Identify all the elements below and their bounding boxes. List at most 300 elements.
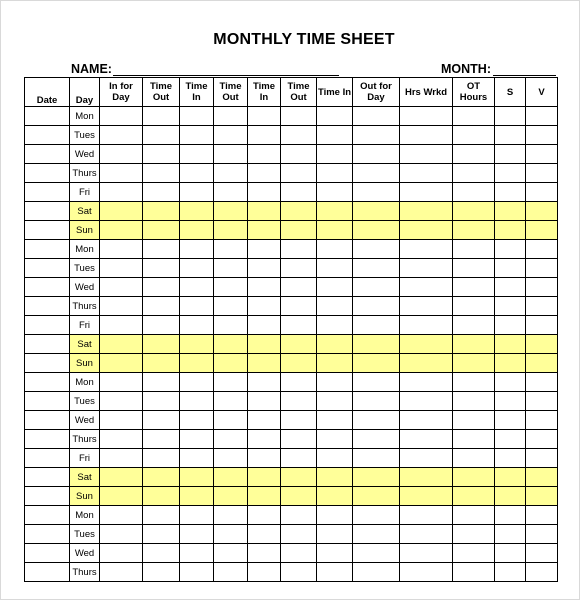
entry-cell[interactable] xyxy=(400,506,453,525)
entry-cell[interactable] xyxy=(143,221,180,240)
date-cell[interactable] xyxy=(25,240,70,259)
entry-cell[interactable] xyxy=(495,525,526,544)
entry-cell[interactable] xyxy=(281,316,317,335)
date-cell[interactable] xyxy=(25,316,70,335)
entry-cell[interactable] xyxy=(180,373,214,392)
entry-cell[interactable] xyxy=(180,145,214,164)
entry-cell[interactable] xyxy=(180,126,214,145)
entry-cell[interactable] xyxy=(180,354,214,373)
entry-cell[interactable] xyxy=(317,145,353,164)
entry-cell[interactable] xyxy=(281,202,317,221)
entry-cell[interactable] xyxy=(495,278,526,297)
entry-cell[interactable] xyxy=(400,335,453,354)
entry-cell[interactable] xyxy=(526,145,558,164)
entry-cell[interactable] xyxy=(317,392,353,411)
entry-cell[interactable] xyxy=(353,430,400,449)
entry-cell[interactable] xyxy=(453,107,495,126)
date-cell[interactable] xyxy=(25,183,70,202)
entry-cell[interactable] xyxy=(526,506,558,525)
entry-cell[interactable] xyxy=(214,487,248,506)
entry-cell[interactable] xyxy=(248,278,281,297)
date-cell[interactable] xyxy=(25,202,70,221)
entry-cell[interactable] xyxy=(353,259,400,278)
entry-cell[interactable] xyxy=(317,278,353,297)
entry-cell[interactable] xyxy=(353,506,400,525)
entry-cell[interactable] xyxy=(453,164,495,183)
entry-cell[interactable] xyxy=(281,468,317,487)
entry-cell[interactable] xyxy=(248,183,281,202)
date-cell[interactable] xyxy=(25,392,70,411)
entry-cell[interactable] xyxy=(143,487,180,506)
entry-cell[interactable] xyxy=(214,468,248,487)
entry-cell[interactable] xyxy=(317,563,353,582)
entry-cell[interactable] xyxy=(214,544,248,563)
entry-cell[interactable] xyxy=(100,449,143,468)
entry-cell[interactable] xyxy=(453,354,495,373)
date-cell[interactable] xyxy=(25,107,70,126)
entry-cell[interactable] xyxy=(317,259,353,278)
entry-cell[interactable] xyxy=(400,392,453,411)
entry-cell[interactable] xyxy=(353,126,400,145)
entry-cell[interactable] xyxy=(400,164,453,183)
entry-cell[interactable] xyxy=(453,373,495,392)
entry-cell[interactable] xyxy=(100,430,143,449)
entry-cell[interactable] xyxy=(214,449,248,468)
entry-cell[interactable] xyxy=(453,411,495,430)
entry-cell[interactable] xyxy=(453,506,495,525)
entry-cell[interactable] xyxy=(143,468,180,487)
entry-cell[interactable] xyxy=(143,259,180,278)
entry-cell[interactable] xyxy=(400,183,453,202)
entry-cell[interactable] xyxy=(400,411,453,430)
entry-cell[interactable] xyxy=(180,335,214,354)
entry-cell[interactable] xyxy=(143,107,180,126)
entry-cell[interactable] xyxy=(495,183,526,202)
entry-cell[interactable] xyxy=(495,487,526,506)
entry-cell[interactable] xyxy=(143,449,180,468)
entry-cell[interactable] xyxy=(143,164,180,183)
entry-cell[interactable] xyxy=(400,297,453,316)
entry-cell[interactable] xyxy=(143,411,180,430)
entry-cell[interactable] xyxy=(317,487,353,506)
entry-cell[interactable] xyxy=(317,126,353,145)
entry-cell[interactable] xyxy=(281,183,317,202)
entry-cell[interactable] xyxy=(526,468,558,487)
entry-cell[interactable] xyxy=(400,259,453,278)
date-cell[interactable] xyxy=(25,145,70,164)
entry-cell[interactable] xyxy=(248,202,281,221)
entry-cell[interactable] xyxy=(100,221,143,240)
entry-cell[interactable] xyxy=(317,468,353,487)
entry-cell[interactable] xyxy=(353,316,400,335)
entry-cell[interactable] xyxy=(214,411,248,430)
entry-cell[interactable] xyxy=(281,278,317,297)
entry-cell[interactable] xyxy=(281,335,317,354)
entry-cell[interactable] xyxy=(526,335,558,354)
entry-cell[interactable] xyxy=(281,126,317,145)
entry-cell[interactable] xyxy=(281,392,317,411)
entry-cell[interactable] xyxy=(100,297,143,316)
entry-cell[interactable] xyxy=(100,544,143,563)
entry-cell[interactable] xyxy=(248,221,281,240)
entry-cell[interactable] xyxy=(180,563,214,582)
entry-cell[interactable] xyxy=(526,373,558,392)
entry-cell[interactable] xyxy=(317,525,353,544)
entry-cell[interactable] xyxy=(180,430,214,449)
date-cell[interactable] xyxy=(25,259,70,278)
entry-cell[interactable] xyxy=(180,411,214,430)
entry-cell[interactable] xyxy=(317,183,353,202)
entry-cell[interactable] xyxy=(248,468,281,487)
entry-cell[interactable] xyxy=(143,240,180,259)
name-field-line[interactable] xyxy=(113,75,339,76)
date-cell[interactable] xyxy=(25,278,70,297)
date-cell[interactable] xyxy=(25,411,70,430)
entry-cell[interactable] xyxy=(317,164,353,183)
entry-cell[interactable] xyxy=(281,430,317,449)
entry-cell[interactable] xyxy=(180,221,214,240)
entry-cell[interactable] xyxy=(248,373,281,392)
entry-cell[interactable] xyxy=(526,487,558,506)
entry-cell[interactable] xyxy=(526,278,558,297)
entry-cell[interactable] xyxy=(495,354,526,373)
entry-cell[interactable] xyxy=(526,240,558,259)
entry-cell[interactable] xyxy=(495,221,526,240)
entry-cell[interactable] xyxy=(180,202,214,221)
entry-cell[interactable] xyxy=(317,354,353,373)
entry-cell[interactable] xyxy=(453,316,495,335)
entry-cell[interactable] xyxy=(180,544,214,563)
entry-cell[interactable] xyxy=(248,563,281,582)
entry-cell[interactable] xyxy=(100,183,143,202)
entry-cell[interactable] xyxy=(100,563,143,582)
entry-cell[interactable] xyxy=(180,240,214,259)
entry-cell[interactable] xyxy=(100,373,143,392)
entry-cell[interactable] xyxy=(180,487,214,506)
entry-cell[interactable] xyxy=(143,525,180,544)
entry-cell[interactable] xyxy=(495,430,526,449)
entry-cell[interactable] xyxy=(400,145,453,164)
entry-cell[interactable] xyxy=(495,392,526,411)
entry-cell[interactable] xyxy=(317,221,353,240)
entry-cell[interactable] xyxy=(400,202,453,221)
entry-cell[interactable] xyxy=(248,392,281,411)
entry-cell[interactable] xyxy=(353,449,400,468)
entry-cell[interactable] xyxy=(248,544,281,563)
entry-cell[interactable] xyxy=(317,316,353,335)
entry-cell[interactable] xyxy=(495,373,526,392)
entry-cell[interactable] xyxy=(281,107,317,126)
entry-cell[interactable] xyxy=(317,411,353,430)
entry-cell[interactable] xyxy=(100,411,143,430)
entry-cell[interactable] xyxy=(180,449,214,468)
entry-cell[interactable] xyxy=(214,202,248,221)
entry-cell[interactable] xyxy=(353,164,400,183)
entry-cell[interactable] xyxy=(317,202,353,221)
entry-cell[interactable] xyxy=(400,107,453,126)
entry-cell[interactable] xyxy=(214,164,248,183)
entry-cell[interactable] xyxy=(400,373,453,392)
entry-cell[interactable] xyxy=(453,202,495,221)
entry-cell[interactable] xyxy=(143,316,180,335)
entry-cell[interactable] xyxy=(100,278,143,297)
entry-cell[interactable] xyxy=(495,316,526,335)
entry-cell[interactable] xyxy=(453,392,495,411)
entry-cell[interactable] xyxy=(281,259,317,278)
entry-cell[interactable] xyxy=(143,354,180,373)
entry-cell[interactable] xyxy=(353,278,400,297)
entry-cell[interactable] xyxy=(526,392,558,411)
date-cell[interactable] xyxy=(25,563,70,582)
entry-cell[interactable] xyxy=(453,335,495,354)
entry-cell[interactable] xyxy=(214,221,248,240)
entry-cell[interactable] xyxy=(353,335,400,354)
entry-cell[interactable] xyxy=(143,126,180,145)
entry-cell[interactable] xyxy=(214,126,248,145)
entry-cell[interactable] xyxy=(495,107,526,126)
entry-cell[interactable] xyxy=(317,449,353,468)
entry-cell[interactable] xyxy=(248,506,281,525)
entry-cell[interactable] xyxy=(453,449,495,468)
date-cell[interactable] xyxy=(25,126,70,145)
entry-cell[interactable] xyxy=(180,392,214,411)
entry-cell[interactable] xyxy=(214,183,248,202)
entry-cell[interactable] xyxy=(453,544,495,563)
entry-cell[interactable] xyxy=(495,240,526,259)
entry-cell[interactable] xyxy=(214,392,248,411)
entry-cell[interactable] xyxy=(526,202,558,221)
entry-cell[interactable] xyxy=(100,506,143,525)
entry-cell[interactable] xyxy=(100,354,143,373)
entry-cell[interactable] xyxy=(180,259,214,278)
entry-cell[interactable] xyxy=(214,145,248,164)
entry-cell[interactable] xyxy=(143,183,180,202)
entry-cell[interactable] xyxy=(526,411,558,430)
entry-cell[interactable] xyxy=(281,544,317,563)
entry-cell[interactable] xyxy=(495,202,526,221)
entry-cell[interactable] xyxy=(143,202,180,221)
entry-cell[interactable] xyxy=(353,221,400,240)
entry-cell[interactable] xyxy=(495,563,526,582)
date-cell[interactable] xyxy=(25,354,70,373)
entry-cell[interactable] xyxy=(180,525,214,544)
entry-cell[interactable] xyxy=(453,297,495,316)
entry-cell[interactable] xyxy=(317,107,353,126)
entry-cell[interactable] xyxy=(526,544,558,563)
entry-cell[interactable] xyxy=(526,430,558,449)
date-cell[interactable] xyxy=(25,297,70,316)
entry-cell[interactable] xyxy=(100,107,143,126)
entry-cell[interactable] xyxy=(453,183,495,202)
entry-cell[interactable] xyxy=(100,487,143,506)
entry-cell[interactable] xyxy=(100,525,143,544)
date-cell[interactable] xyxy=(25,468,70,487)
entry-cell[interactable] xyxy=(495,126,526,145)
entry-cell[interactable] xyxy=(100,126,143,145)
entry-cell[interactable] xyxy=(453,259,495,278)
date-cell[interactable] xyxy=(25,373,70,392)
entry-cell[interactable] xyxy=(526,164,558,183)
entry-cell[interactable] xyxy=(100,240,143,259)
entry-cell[interactable] xyxy=(143,297,180,316)
entry-cell[interactable] xyxy=(495,297,526,316)
entry-cell[interactable] xyxy=(100,164,143,183)
entry-cell[interactable] xyxy=(180,278,214,297)
entry-cell[interactable] xyxy=(317,297,353,316)
entry-cell[interactable] xyxy=(400,278,453,297)
entry-cell[interactable] xyxy=(317,430,353,449)
date-cell[interactable] xyxy=(25,487,70,506)
date-cell[interactable] xyxy=(25,335,70,354)
entry-cell[interactable] xyxy=(143,544,180,563)
entry-cell[interactable] xyxy=(453,468,495,487)
entry-cell[interactable] xyxy=(453,278,495,297)
entry-cell[interactable] xyxy=(100,468,143,487)
entry-cell[interactable] xyxy=(248,525,281,544)
entry-cell[interactable] xyxy=(100,392,143,411)
entry-cell[interactable] xyxy=(281,221,317,240)
entry-cell[interactable] xyxy=(526,297,558,316)
entry-cell[interactable] xyxy=(400,316,453,335)
entry-cell[interactable] xyxy=(214,373,248,392)
entry-cell[interactable] xyxy=(143,563,180,582)
entry-cell[interactable] xyxy=(143,392,180,411)
entry-cell[interactable] xyxy=(453,126,495,145)
entry-cell[interactable] xyxy=(143,373,180,392)
entry-cell[interactable] xyxy=(400,525,453,544)
entry-cell[interactable] xyxy=(281,373,317,392)
entry-cell[interactable] xyxy=(248,259,281,278)
entry-cell[interactable] xyxy=(495,544,526,563)
entry-cell[interactable] xyxy=(400,221,453,240)
entry-cell[interactable] xyxy=(180,506,214,525)
entry-cell[interactable] xyxy=(248,449,281,468)
entry-cell[interactable] xyxy=(248,240,281,259)
date-cell[interactable] xyxy=(25,544,70,563)
entry-cell[interactable] xyxy=(353,145,400,164)
entry-cell[interactable] xyxy=(281,525,317,544)
entry-cell[interactable] xyxy=(353,202,400,221)
entry-cell[interactable] xyxy=(180,164,214,183)
entry-cell[interactable] xyxy=(281,145,317,164)
entry-cell[interactable] xyxy=(281,297,317,316)
entry-cell[interactable] xyxy=(281,487,317,506)
entry-cell[interactable] xyxy=(526,107,558,126)
entry-cell[interactable] xyxy=(281,506,317,525)
entry-cell[interactable] xyxy=(400,126,453,145)
entry-cell[interactable] xyxy=(400,430,453,449)
entry-cell[interactable] xyxy=(526,259,558,278)
date-cell[interactable] xyxy=(25,430,70,449)
entry-cell[interactable] xyxy=(248,354,281,373)
date-cell[interactable] xyxy=(25,525,70,544)
entry-cell[interactable] xyxy=(495,335,526,354)
entry-cell[interactable] xyxy=(453,240,495,259)
entry-cell[interactable] xyxy=(214,335,248,354)
entry-cell[interactable] xyxy=(180,468,214,487)
entry-cell[interactable] xyxy=(353,297,400,316)
entry-cell[interactable] xyxy=(100,316,143,335)
entry-cell[interactable] xyxy=(453,525,495,544)
entry-cell[interactable] xyxy=(526,525,558,544)
entry-cell[interactable] xyxy=(143,145,180,164)
entry-cell[interactable] xyxy=(317,240,353,259)
entry-cell[interactable] xyxy=(248,411,281,430)
entry-cell[interactable] xyxy=(526,563,558,582)
entry-cell[interactable] xyxy=(526,221,558,240)
entry-cell[interactable] xyxy=(317,544,353,563)
entry-cell[interactable] xyxy=(214,316,248,335)
entry-cell[interactable] xyxy=(317,506,353,525)
date-cell[interactable] xyxy=(25,506,70,525)
entry-cell[interactable] xyxy=(495,164,526,183)
entry-cell[interactable] xyxy=(453,145,495,164)
entry-cell[interactable] xyxy=(353,525,400,544)
date-cell[interactable] xyxy=(25,221,70,240)
entry-cell[interactable] xyxy=(495,468,526,487)
entry-cell[interactable] xyxy=(281,354,317,373)
entry-cell[interactable] xyxy=(453,563,495,582)
entry-cell[interactable] xyxy=(353,240,400,259)
entry-cell[interactable] xyxy=(214,278,248,297)
entry-cell[interactable] xyxy=(248,487,281,506)
entry-cell[interactable] xyxy=(214,525,248,544)
entry-cell[interactable] xyxy=(281,240,317,259)
entry-cell[interactable] xyxy=(495,449,526,468)
entry-cell[interactable] xyxy=(248,145,281,164)
entry-cell[interactable] xyxy=(248,316,281,335)
entry-cell[interactable] xyxy=(400,240,453,259)
entry-cell[interactable] xyxy=(453,487,495,506)
entry-cell[interactable] xyxy=(526,354,558,373)
entry-cell[interactable] xyxy=(281,449,317,468)
entry-cell[interactable] xyxy=(495,259,526,278)
entry-cell[interactable] xyxy=(353,544,400,563)
entry-cell[interactable] xyxy=(248,126,281,145)
entry-cell[interactable] xyxy=(281,411,317,430)
entry-cell[interactable] xyxy=(495,145,526,164)
entry-cell[interactable] xyxy=(180,316,214,335)
entry-cell[interactable] xyxy=(248,107,281,126)
entry-cell[interactable] xyxy=(214,107,248,126)
entry-cell[interactable] xyxy=(400,468,453,487)
entry-cell[interactable] xyxy=(248,335,281,354)
entry-cell[interactable] xyxy=(143,430,180,449)
entry-cell[interactable] xyxy=(180,297,214,316)
entry-cell[interactable] xyxy=(281,164,317,183)
entry-cell[interactable] xyxy=(100,259,143,278)
entry-cell[interactable] xyxy=(100,202,143,221)
entry-cell[interactable] xyxy=(453,430,495,449)
entry-cell[interactable] xyxy=(526,316,558,335)
entry-cell[interactable] xyxy=(453,221,495,240)
entry-cell[interactable] xyxy=(214,430,248,449)
entry-cell[interactable] xyxy=(400,544,453,563)
entry-cell[interactable] xyxy=(353,563,400,582)
entry-cell[interactable] xyxy=(353,487,400,506)
entry-cell[interactable] xyxy=(400,449,453,468)
entry-cell[interactable] xyxy=(353,392,400,411)
entry-cell[interactable] xyxy=(353,411,400,430)
entry-cell[interactable] xyxy=(353,354,400,373)
date-cell[interactable] xyxy=(25,449,70,468)
entry-cell[interactable] xyxy=(495,506,526,525)
entry-cell[interactable] xyxy=(526,183,558,202)
entry-cell[interactable] xyxy=(248,297,281,316)
month-field-line[interactable] xyxy=(493,75,556,76)
entry-cell[interactable] xyxy=(143,335,180,354)
entry-cell[interactable] xyxy=(100,335,143,354)
